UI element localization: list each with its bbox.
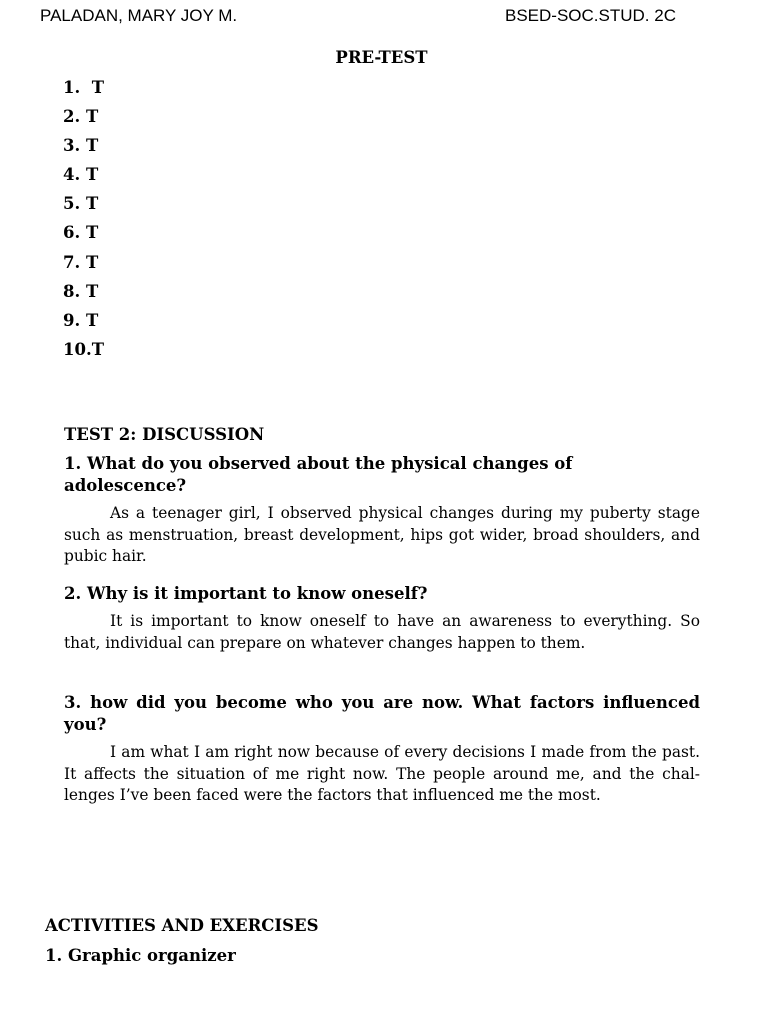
course-section: BSED-SOC.STUD. 2C: [505, 6, 676, 25]
answer-1: As a teenager girl, I observed physical changes during my puberty stage such as menstruation, breast development, hips got wider, broad shoulders, and pubic hair.: [64, 504, 700, 565]
test2-section: [64, 424, 700, 568]
pretest-answer-list: [63, 78, 104, 369]
answer-2: It is important to know oneself to have an awareness to everything. So that, individual can prepare on whatever changes happen to them.: [64, 612, 700, 652]
pretest-answer: 9. T: [63, 310, 99, 330]
activities-title: ACTIVITIES AND EXERCISES: [45, 916, 319, 935]
pretest-answer: 8. T: [63, 281, 99, 301]
question-2: 2. Why is it important to know oneself?: [64, 584, 428, 603]
student-name: PALADAN, MARY JOY M.: [40, 6, 238, 25]
question-1: 1. What do you observed about the physical changes of adolescence?: [64, 454, 573, 495]
pretest-answer: 4. T: [63, 165, 99, 185]
pretest-answer: 5. T: [63, 194, 99, 214]
activity-item: 1. Graphic organizer: [45, 946, 236, 965]
question-3: 3. how did you become who you are now. What factors influenced you?: [64, 693, 700, 734]
pretest-answer: 7. T: [63, 252, 99, 272]
answer-3: I am what I am right now because of every decisions I made from the past. It affects the situation of me right now. The people around me, and the challenges I’ve been faced were the factors that influenced me the most.: [64, 743, 700, 804]
pretest-answer: 10.T: [63, 339, 104, 359]
pretest-answer: 6. T: [63, 223, 99, 243]
pretest-answer: 2. T: [63, 107, 99, 127]
question-block-3: [64, 692, 700, 807]
pretest-answer: 1. T: [63, 78, 104, 97]
question-block-2: [64, 583, 700, 654]
test2-title: TEST 2: DISCUSSION: [64, 425, 265, 444]
pretest-title: PRE-TEST: [335, 48, 428, 67]
pretest-answer: 3. T: [63, 136, 99, 156]
activities-section: [45, 915, 319, 967]
